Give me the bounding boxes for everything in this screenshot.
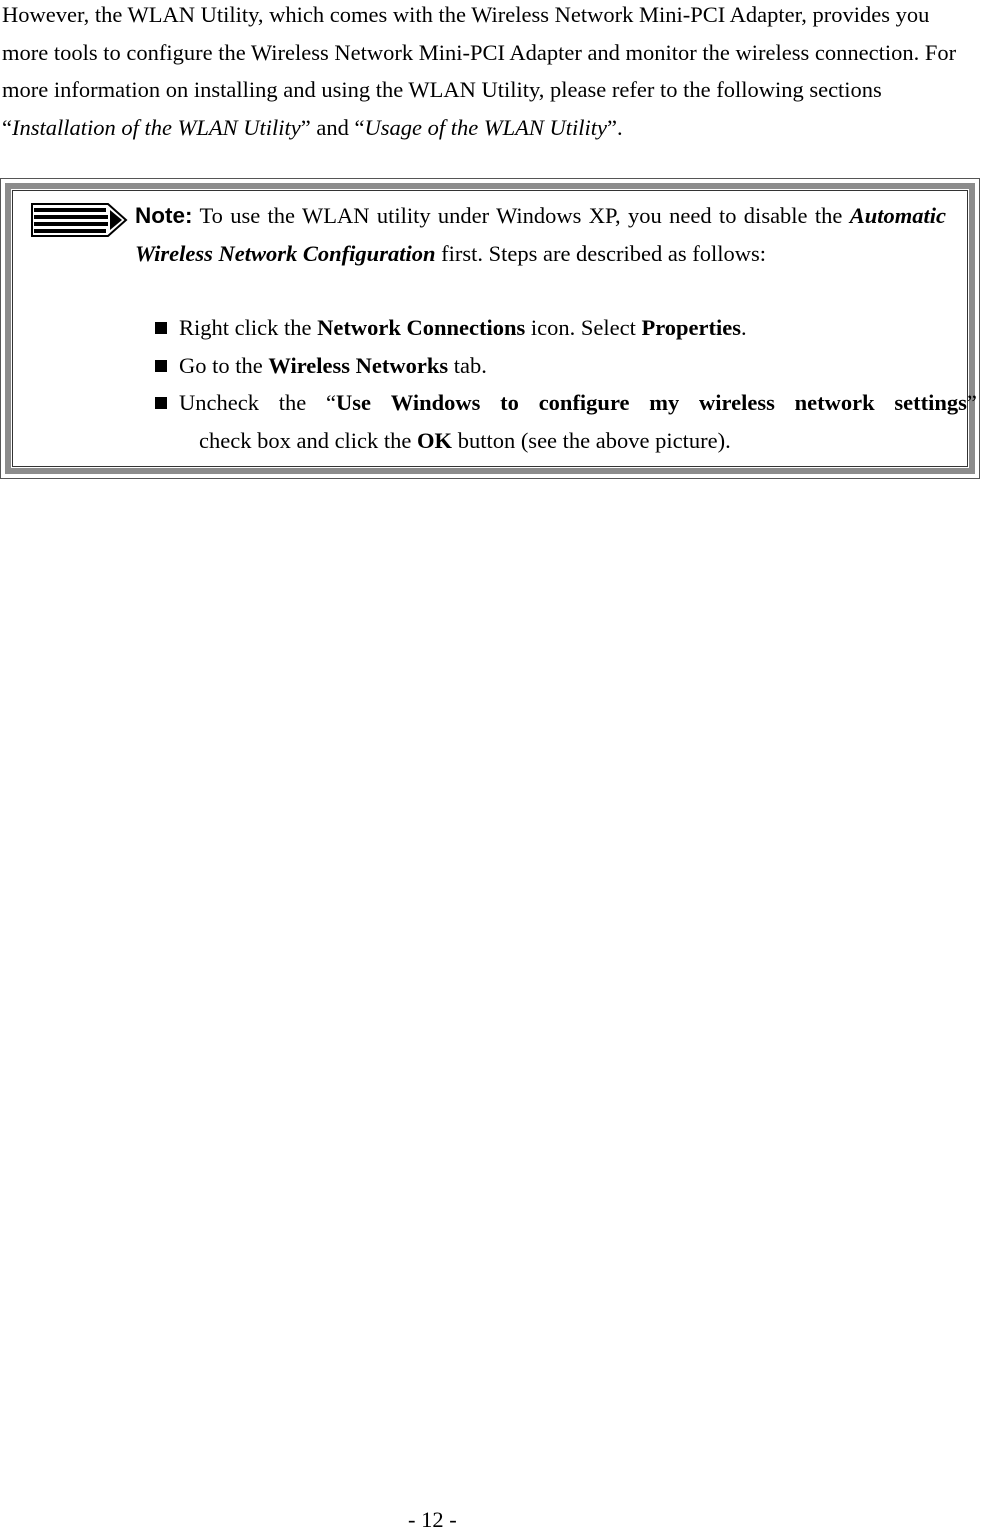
- note-text: [135, 197, 946, 272]
- step-text: Right click the: [179, 315, 318, 340]
- step-bold: settings: [894, 390, 967, 415]
- bullet-square-icon: [155, 322, 167, 334]
- note-text-part: To use the WLAN utility under Windows XP, you need to disable the: [192, 203, 850, 228]
- step-bold: my: [649, 390, 680, 415]
- page-number: - 12 -: [408, 1507, 457, 1532]
- step-text-end: tab.: [448, 352, 487, 378]
- step-bold: Use: [336, 390, 371, 415]
- step-bold: wireless: [699, 390, 775, 415]
- feature-name: Automatic Wireless Network Configuration: [135, 203, 946, 266]
- intro-text-end: ”.: [606, 114, 623, 140]
- step-text: check box and click the: [199, 427, 418, 453]
- step-bold: OK: [417, 427, 453, 453]
- bullet-square-icon: [155, 360, 167, 372]
- step-text-mid: icon. Select: [525, 315, 642, 340]
- step-text-end: button (see the above picture).: [452, 427, 731, 453]
- step-bold: Windows: [390, 390, 481, 415]
- step-bold: Wireless Networks: [268, 352, 449, 378]
- intro-text: However, the WLAN Utility, which comes with the Wireless Network Mini-PCI Adapter, provides you more tools to configure the Wireless Network Mini-PCI Adapter and monitor the wireless connection. For more information on installing and using the WLAN Utility, please refer to the following sections “: [2, 2, 957, 140]
- quote-close: ”: [966, 390, 977, 415]
- step-bold: configure: [538, 390, 630, 415]
- step-text-end: .: [741, 315, 747, 340]
- intro-paragraph: [2, 0, 962, 146]
- section-ref-installation: Installation of the WLAN Utility: [12, 114, 301, 140]
- note-label: Note:: [135, 203, 193, 228]
- intro-text-mid: ” and “: [300, 114, 365, 140]
- steps-list: [155, 309, 977, 459]
- step-continuation: [179, 422, 977, 460]
- note-text-part-2: first. Steps are described as follows:: [435, 240, 767, 266]
- step-item: [155, 309, 977, 347]
- step-line: [179, 384, 977, 422]
- step-text: Go to the: [179, 352, 269, 378]
- step-word: Uncheck: [179, 390, 259, 415]
- step-item: [155, 384, 977, 459]
- pencil-note-icon: [30, 200, 130, 240]
- step-bold: network: [794, 390, 875, 415]
- step-bold: Network Connections: [317, 315, 526, 340]
- step-item: [155, 347, 977, 385]
- step-bold-2: Properties: [641, 315, 742, 340]
- step-word: the: [278, 390, 307, 415]
- bullet-square-icon: [155, 397, 167, 409]
- step-bold: to: [500, 390, 519, 415]
- quote-open: “: [326, 390, 336, 415]
- section-ref-usage: Usage of the WLAN Utility: [364, 114, 607, 140]
